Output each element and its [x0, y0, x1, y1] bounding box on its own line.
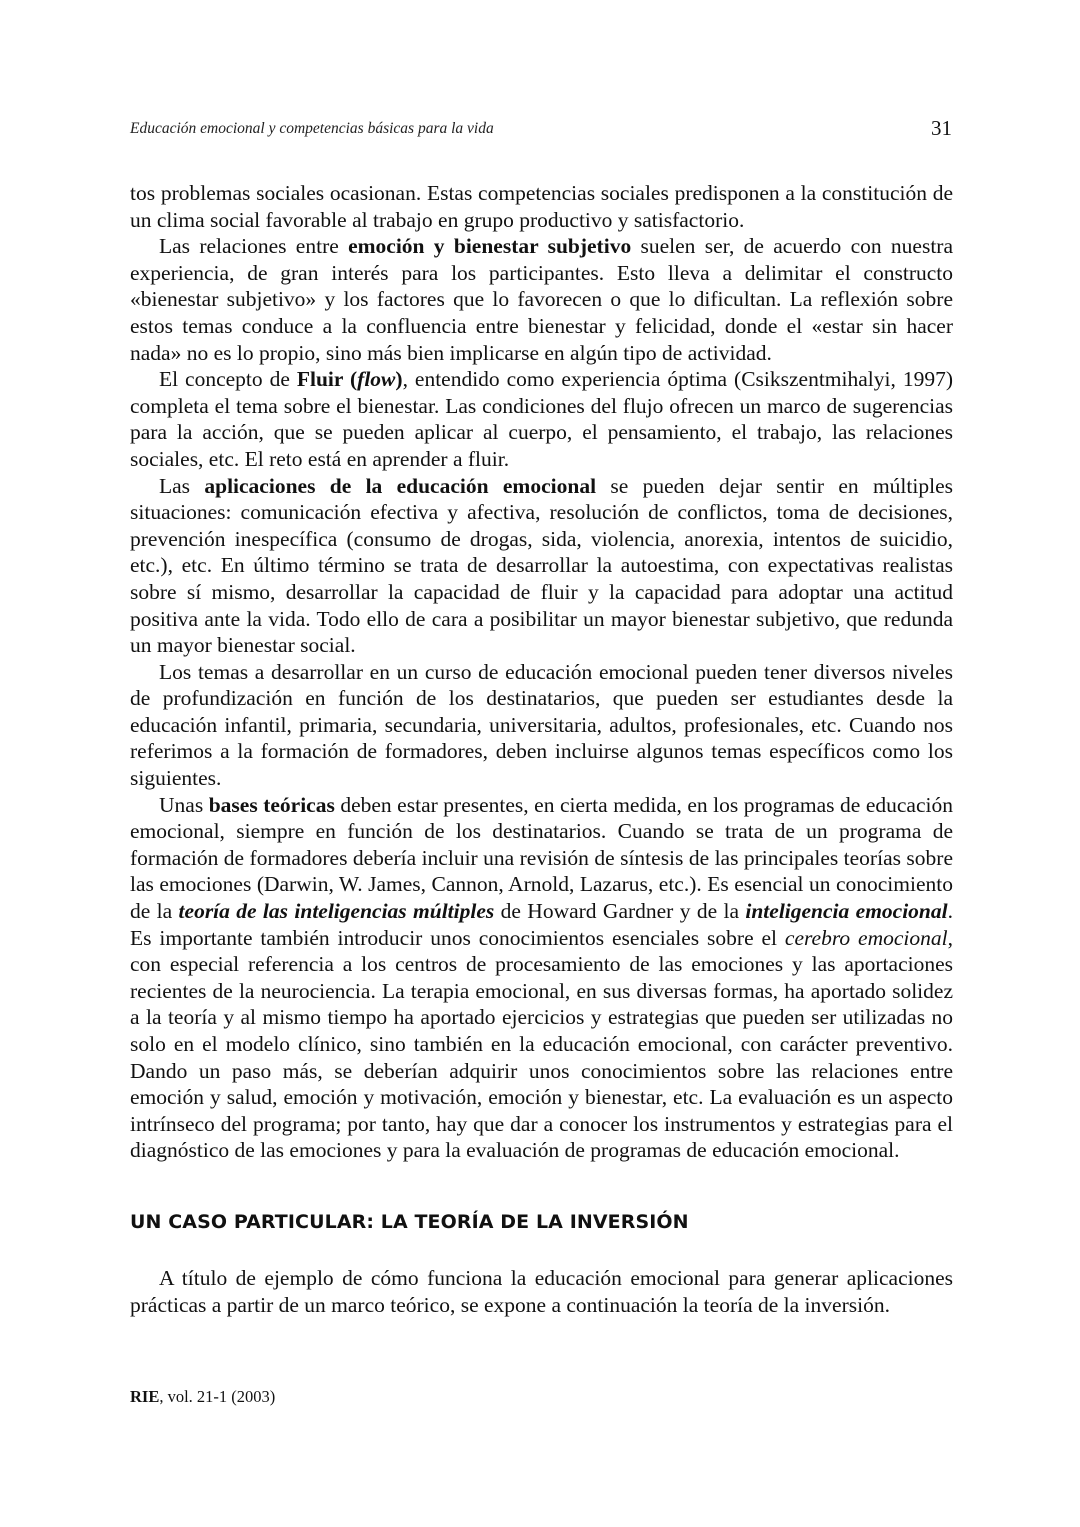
running-title: Educación emocional y competencias básicas para la vida [130, 120, 494, 137]
bold-term-fluir: Fluir ( [296, 367, 358, 392]
bold-term-aplicaciones: aplicaciones de la educación emocional [204, 473, 597, 498]
footer-citation [130, 1387, 275, 1407]
paragraph-6-text-g: . Es importante también introducir unos conocimientos esenciales sobre el [130, 899, 953, 950]
paragraph-2-text-a: Las relaciones entre [159, 234, 349, 259]
bold-italic-term-flow: flow [357, 367, 396, 392]
journal-volume: , vol. 21-1 (2003) [159, 1387, 276, 1406]
paragraph-4-text-c: se pueden dejar sentir en múltiples situaciones: comunicación efectiva y afectiva, resolución de conflictos, toma de decisiones, prevención inespecífica (consumo de drogas, sida, violencia, anorexia, intentos de suicidio, etc.), etc. En último término se trata de desarrollar la autoestima, con expectativas realistas sobre sí mismo, desarrollar la capacidad de fluir y la capacidad para adoptar una actitud positiva ante la vida. Todo ello de cara a posibilitar un mayor bienestar subjetivo, que redunda un mayor bienestar social. [130, 473, 953, 658]
bold-term-bases-teoricas: bases teóricas [208, 792, 335, 817]
paragraph-2 [130, 233, 953, 366]
paragraph-2-text-c: suelen ser, de acuerdo con nuestra experiencia, de gran interés para los participantes. Esto lleva a delimitar el constructo «bienestar subjetivo» y los factores que lo favorecen o que lo dificultan. La reflexión sobre estos temas conduce a la confluencia entre bienestar y felicidad, donde el «estar sin hacer nada» no es lo propio, sino más bien implicarse en algún tipo de actividad. [130, 234, 954, 365]
paragraph-6-text-c: deben estar presentes, en cierta medida, en los programas de educación emocional, siempre en función de los destinatarios. Cuando se trata de un programa de formación de formadores debería incluir una revisión de síntesis de las principales teorías sobre las emociones (Darwin, W. James, Cannon, Arnold, Lazarus, etc.). Es esencial un conocimiento de la [130, 792, 953, 924]
paragraph-3-text-e: , entendido como experiencia óptima (Csikszentmihalyi, 1997) completa el tema sobre el bienestar. Las condiciones del flujo ofrecen un marco de sugerencias para la acción, que se pueden aplicar al cuerpo, el pensamiento, el trabajo, las relaciones sociales, etc. El reto está en aprender a fluir. [130, 367, 953, 471]
section-paragraph: A título de ejemplo de cómo funciona la educación emocional para generar aplicaciones prácticas a partir de un marco teórico, se expone a continuación la teoría de la inversión. [130, 1266, 953, 1317]
section-heading: UN CASO PARTICULAR: LA TEORÍA DE LA INVERSIÓN [130, 1211, 689, 1233]
journal-abbrev: RIE [130, 1387, 160, 1406]
bold-italic-term-inteligencias-multiples: teoría de las inteligencias múltiples [178, 899, 495, 924]
paragraph-3 [130, 366, 953, 472]
paragraph-5: Los temas a desarrollar en un curso de educación emocional pueden tener diversos niveles de profundización en función de los destinatarios, que pueden ser estudiantes desde la educación infantil, primaria, secundaria, universitaria, adultos, profesionales, etc. Cuando nos referimos a la formación de formadores, deben incluirse algunos temas específicos como los siguientes. [130, 659, 953, 791]
paragraph-6-text-a: Unas [159, 792, 209, 817]
bold-term-emocion-bienestar: emoción y bienestar subjetivo [348, 234, 632, 259]
bold-italic-term-inteligencia-emocional: inteligencia emocional [745, 899, 948, 924]
section-body [130, 1265, 953, 1318]
main-text [130, 180, 953, 1164]
paragraph-3-text-a: El concepto de [159, 367, 297, 392]
paragraph-1: tos problemas sociales ocasionan. Estas competencias sociales predisponen a la constitución de un clima social favorable al trabajo en grupo productivo y satisfactorio. [130, 181, 953, 232]
page-number: 31 [931, 116, 952, 140]
paragraph-6 [130, 792, 953, 1164]
running-head [130, 116, 952, 146]
paragraph-4 [130, 473, 953, 659]
italic-term-cerebro-emocional: cerebro emocional [784, 925, 948, 950]
bold-paren-close: ) [395, 367, 403, 392]
paragraph-4-text-a: Las [159, 473, 205, 498]
paragraph-6-text-i: , con especial referencia a los centros de procesamiento de las emociones y las aportaciones recientes de la neurociencia. La terapia emocional, en sus diversas formas, ha aportado solidez a la teoría y al mismo tiempo ha aportado ejercicios y estrategias que pueden ser utilizadas no solo en el modelo clínico, sino también en la educación emocional, con carácter preventivo. Dando un paso más, se deberían adquirir unos conocimientos sobre las relaciones entre emoción y salud, emoción y motivación, emoción y bienestar, etc. La evaluación es un aspecto intrínseco del programa; por tanto, hay que dar a conocer los instrumentos y estrategias para el diagnóstico de las emociones y para la evaluación de programas de educación emocional. [130, 925, 953, 1163]
paragraph-6-text-e: de Howard Gardner y de la [494, 899, 746, 924]
